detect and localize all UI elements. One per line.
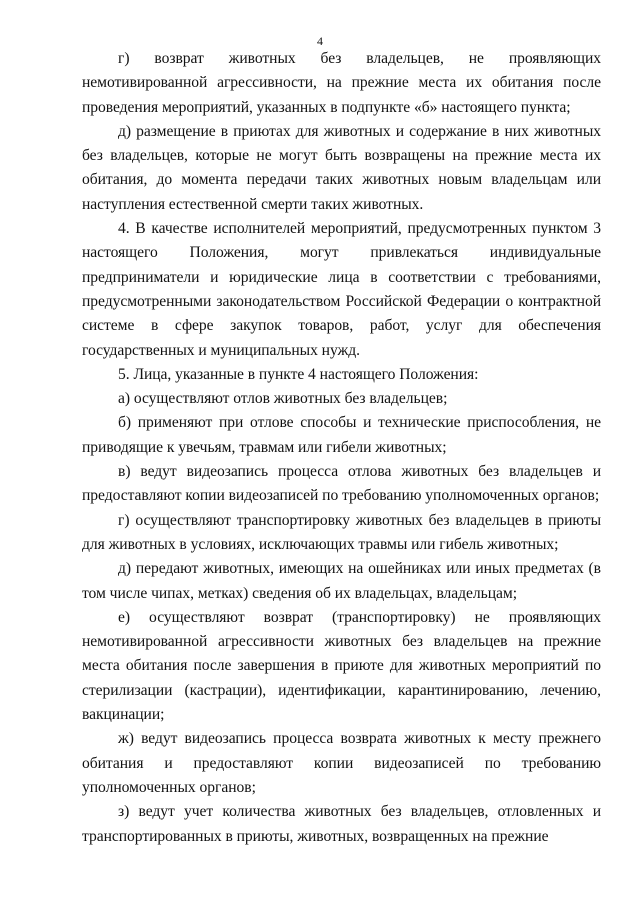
paragraph-item-g-return: г) возврат животных без владельцев, не проявляющих немотивированной агрессивности, на прежние места их обитания после проведения мероприятий, указанных в подпункте «б» настоящего пункта; [82,50,601,116]
paragraph-clause-4: 4. В качестве исполнителей мероприятий, предусмотренных пунктом 3 настоящего Положения, могут привлекаться индивидуальные предприниматели и юридические лица в соответствии с требованиями, предусмотренными законодательством Российской Федерации о контрактной системе в сфере закупок товаров, работ, услуг для обеспечения государственных и муниципальных нужд. [82,220,601,359]
paragraph-clause-5: 5. Лица, указанные в пункте 4 настоящего Положения: [118,365,479,383]
page-number: 4 [317,34,323,48]
document-body [82,47,601,849]
paragraph-item-z: з) ведут учет количества животных без владельцев, отловленных и транспортированных в приюты, животных, возвращенных на прежние [82,803,601,845]
paragraph-item-a: а) осуществляют отлов животных без владельцев; [118,390,448,408]
paragraph-item-d: д) передают животных, имеющих на ошейниках или иных предметах (в том числе чипах, метках) сведения об их владельцах, владельцам; [82,560,601,602]
paragraph-item-g: г) осуществляют транспортировку животных без владельцев в приюты для животных в условиях, исключающих травмы или гибель животных; [82,511,601,553]
paragraph-item-b: б) применяют при отлове способы и технические приспособления, не приводящие к увечьям, травмам или гибели животных; [82,414,601,456]
paragraph-item-zh: ж) ведут видеозапись процесса возврата животных к месту прежнего обитания и предоставляют копии видеозаписей по требованию уполномоченных органов; [82,730,601,796]
paragraph-item-d-shelter: д) размещение в приютах для животных и содержание в них животных без владельцев, которые не могут быть возвращены на прежние места их обитания, до момента передачи таких животных новым владельцам или наступления естественной смерти таких животных. [82,122,601,213]
paragraph-item-e: е) осуществляют возврат (транспортировку) не проявляющих немотивированной агрессивности животных без владельцев на прежние места обитания после завершения в приюте для животных мероприятий по стерилизации (кастрации), идентификации, карантинированию, лечению, вакцинации; [82,608,601,724]
paragraph-item-v: в) ведут видеозапись процесса отлова животных без владельцев и предоставляют копии видеозаписей по требованию уполномоченных органов; [82,463,601,505]
